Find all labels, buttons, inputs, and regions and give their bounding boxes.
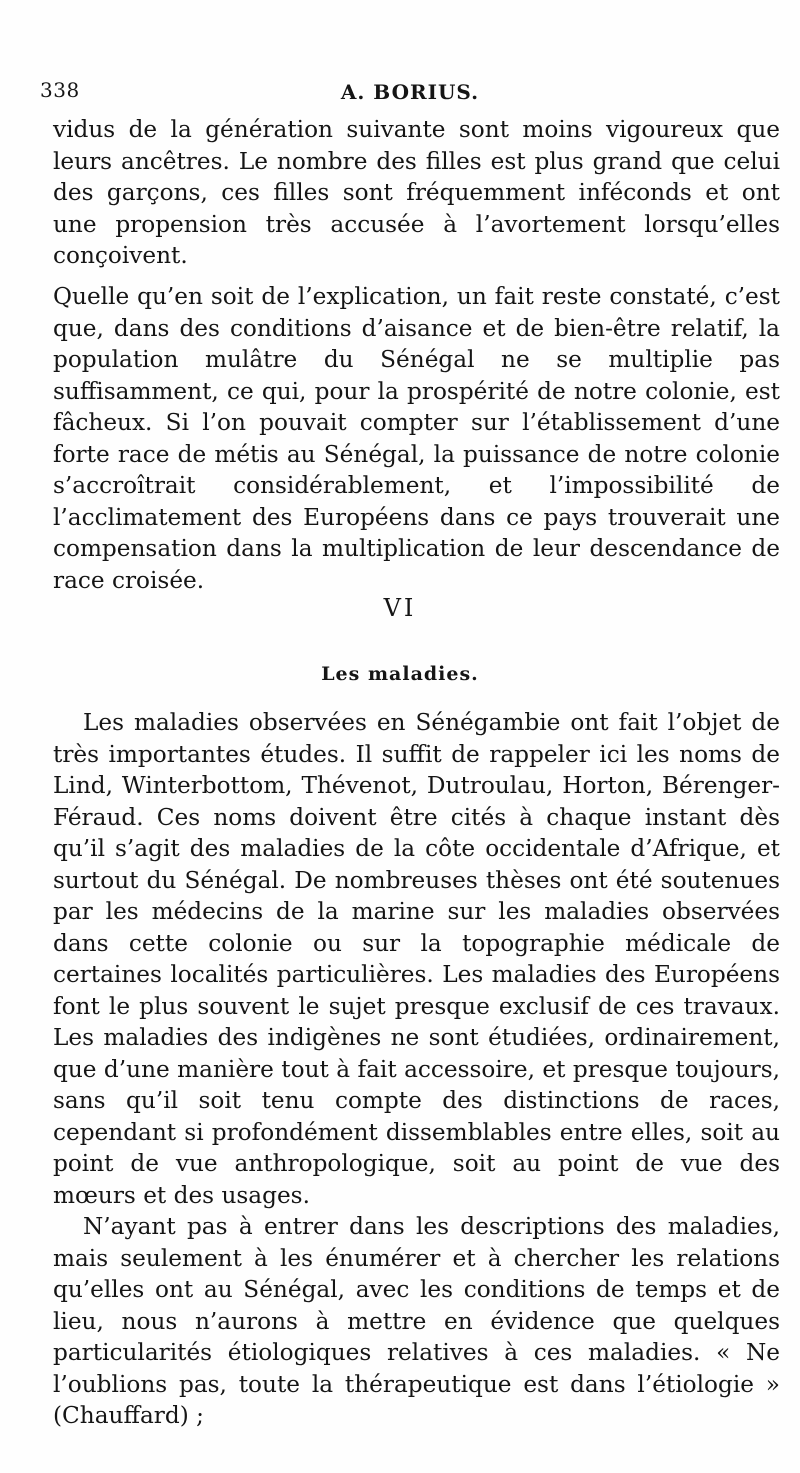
paragraph-continuation <box>53 114 780 272</box>
running-head: A. BORIUS. <box>340 80 480 104</box>
section-number: VI <box>383 594 417 622</box>
paragraph-text: Les maladies observées en Sénégambie ont fait l’objet de très importantes études. Il suffit de rappeler ici les noms de Lind, Winterbottom, Thévenot, Dutroulau, Horton, Bérenger-Féraud. Ces noms doivent être cités à chaque instant dès qu’il s’agit des maladies de la côte occidentale d’Afrique, et surtout du Sénégal. De nombreuses thèses ont été soutenues par les médecins de la marine sur les maladies observées dans cette colonie ou sur la topographie médicale de certaines localités particulières. Les maladies des Européens font le plus souvent le sujet presque exclusif de ces travaux. Les maladies des indigènes ne sont étudiées, ordinairement, que d’une manière tout à fait accessoire, et presque toujours, sans qu’il soit tenu compte des distinctions de races, cependant si profondément dissemblables entre elles, soit au point de vue anthropologique, soit au point de vue des mœurs et des usages. <box>53 709 780 1209</box>
paragraph-text: Quelle qu’en soit de l’explication, un fait reste constaté, c’est que, dans des conditions d’aisance et de bien-être relatif, la population mulâtre du Sénégal ne se multiplie pas suffisamment, ce qui, pour la prospérité de notre colonie, est fâcheux. Si l’on pouvait compter sur l’établissement d’une forte race de métis au Sénégal, la puissance de notre colonie s’accroîtrait considérablement, et l’impossibilité de l’acclimatement des Européens dans ce pays trouverait une compensation dans la multiplication de leur descendance de race croisée. <box>53 283 780 594</box>
section-title: Les maladies. <box>321 663 479 685</box>
paragraph-maladies <box>53 707 780 1432</box>
paragraph-text: vidus de la génération suivante sont moins vigoureux que leurs ancêtres. Le nombre des filles est plus grand que celui des garçons, ces filles sont fréquemment inféconds et ont une propension très accusée à l’avortement lorsqu’elles conçoivent. <box>53 116 780 269</box>
page-number: 338 <box>40 78 80 102</box>
paragraph-text: N’ayant pas à entrer dans les descriptions des maladies, mais seulement à les énumérer et à chercher les relations qu’elles ont au Sénégal, avec les conditions de temps et de lieu, nous n’aurons à mettre en évidence que quelques particularités étiologiques relatives à ces maladies. « Ne l’oublions pas, toute la thérapeutique est dans l’étiologie » (Chauffard) ; <box>53 1213 780 1429</box>
page-header <box>40 78 780 112</box>
paragraph-explanation <box>53 281 780 596</box>
